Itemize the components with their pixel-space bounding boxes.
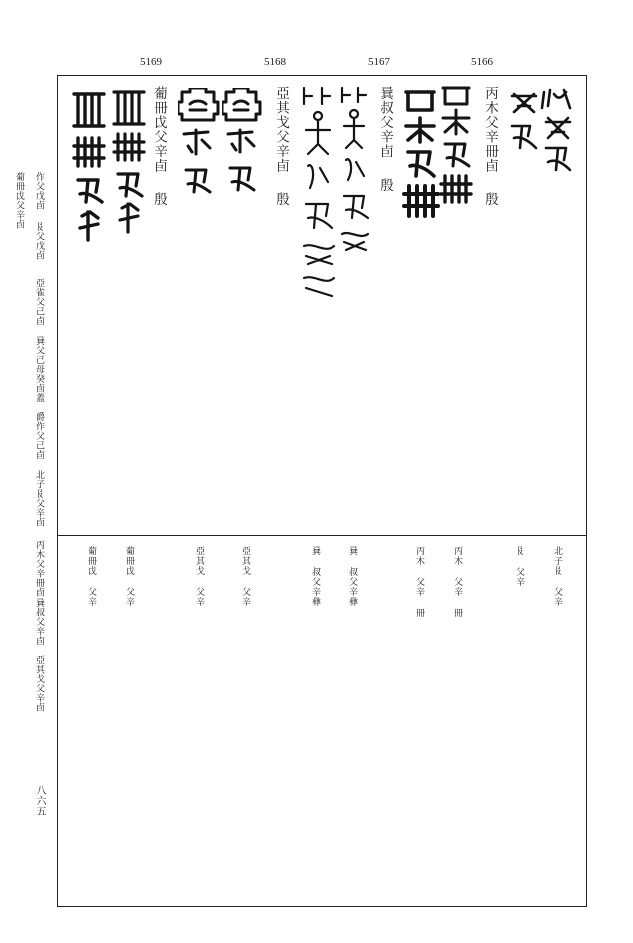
side-index-entry: 葡冊戉父辛卣	[14, 172, 24, 229]
transcription-entry: 㠱 叔父辛彝	[310, 546, 320, 607]
catalog-number-5169: 5169	[140, 56, 162, 68]
caption-5169-period: 殷	[151, 192, 167, 207]
transcription-entry: 葡冊戉 父辛	[86, 546, 96, 607]
caption-5168-title: 亞其戈父辛卣	[273, 86, 289, 173]
transcription-entry: 㠱 叔父辛彝	[347, 546, 357, 607]
caption-5167-title: 㠱叔父辛卣	[377, 86, 393, 159]
side-index-entry: 亞雀父己卣	[34, 278, 44, 326]
inscription-5168a-rubbing	[222, 88, 262, 208]
transcription-entry: 亞其戈 父辛	[194, 546, 204, 607]
side-index-entry: 丙木父辛冊卣	[34, 540, 44, 597]
inscription-5168b-rubbing	[178, 88, 220, 208]
inscription-5169a-rubbing	[110, 88, 150, 238]
side-index-entry: 亞其戈父辛卣	[34, 655, 44, 712]
side-index-entry: 㠱父己母癸卣蓋	[34, 336, 44, 403]
inscription-5169b-rubbing	[70, 90, 110, 250]
inscription-5166d-rubbing	[400, 88, 444, 218]
page-number: 八六五	[34, 785, 45, 817]
side-index-entry: 爵作父己卣	[34, 412, 44, 460]
caption-5169-title: 葡冊戉父辛卣	[151, 86, 167, 173]
inscription-5167b-rubbing	[298, 84, 346, 304]
catalog-number-5168: 5168	[264, 56, 286, 68]
transcription-entry: 𠬝 父辛	[514, 546, 524, 587]
transcription-entry: 丙木 父辛 冊	[414, 546, 424, 618]
inscription-5166-a	[538, 86, 578, 176]
side-index-entry: 𠬝父戊卣	[34, 222, 44, 260]
plate-divider	[57, 535, 587, 536]
catalog-number-5166: 5166	[471, 56, 493, 68]
transcription-entry: 丙木 父辛 冊	[452, 546, 462, 618]
side-index-entry: 㠱叔父辛卣	[34, 598, 44, 646]
caption-5166-title: 丙木父辛冊卣	[482, 86, 498, 173]
catalog-number-5167: 5167	[368, 56, 390, 68]
caption-5167-period: 殷	[377, 178, 393, 193]
inscription-5166-b	[508, 90, 542, 154]
side-index-entry: 作父戊卣	[34, 172, 44, 210]
transcription-entry: 葡冊戉 父辛	[124, 546, 134, 607]
transcription-entry: 亞其戈 父辛	[240, 546, 250, 607]
caption-5166-period: 殷	[482, 192, 498, 207]
side-index-entry: 北子𠬝父辛卣	[34, 470, 44, 527]
transcription-entry: 北子𠬝 父辛	[552, 546, 562, 607]
caption-5168-period: 殷	[273, 192, 289, 207]
